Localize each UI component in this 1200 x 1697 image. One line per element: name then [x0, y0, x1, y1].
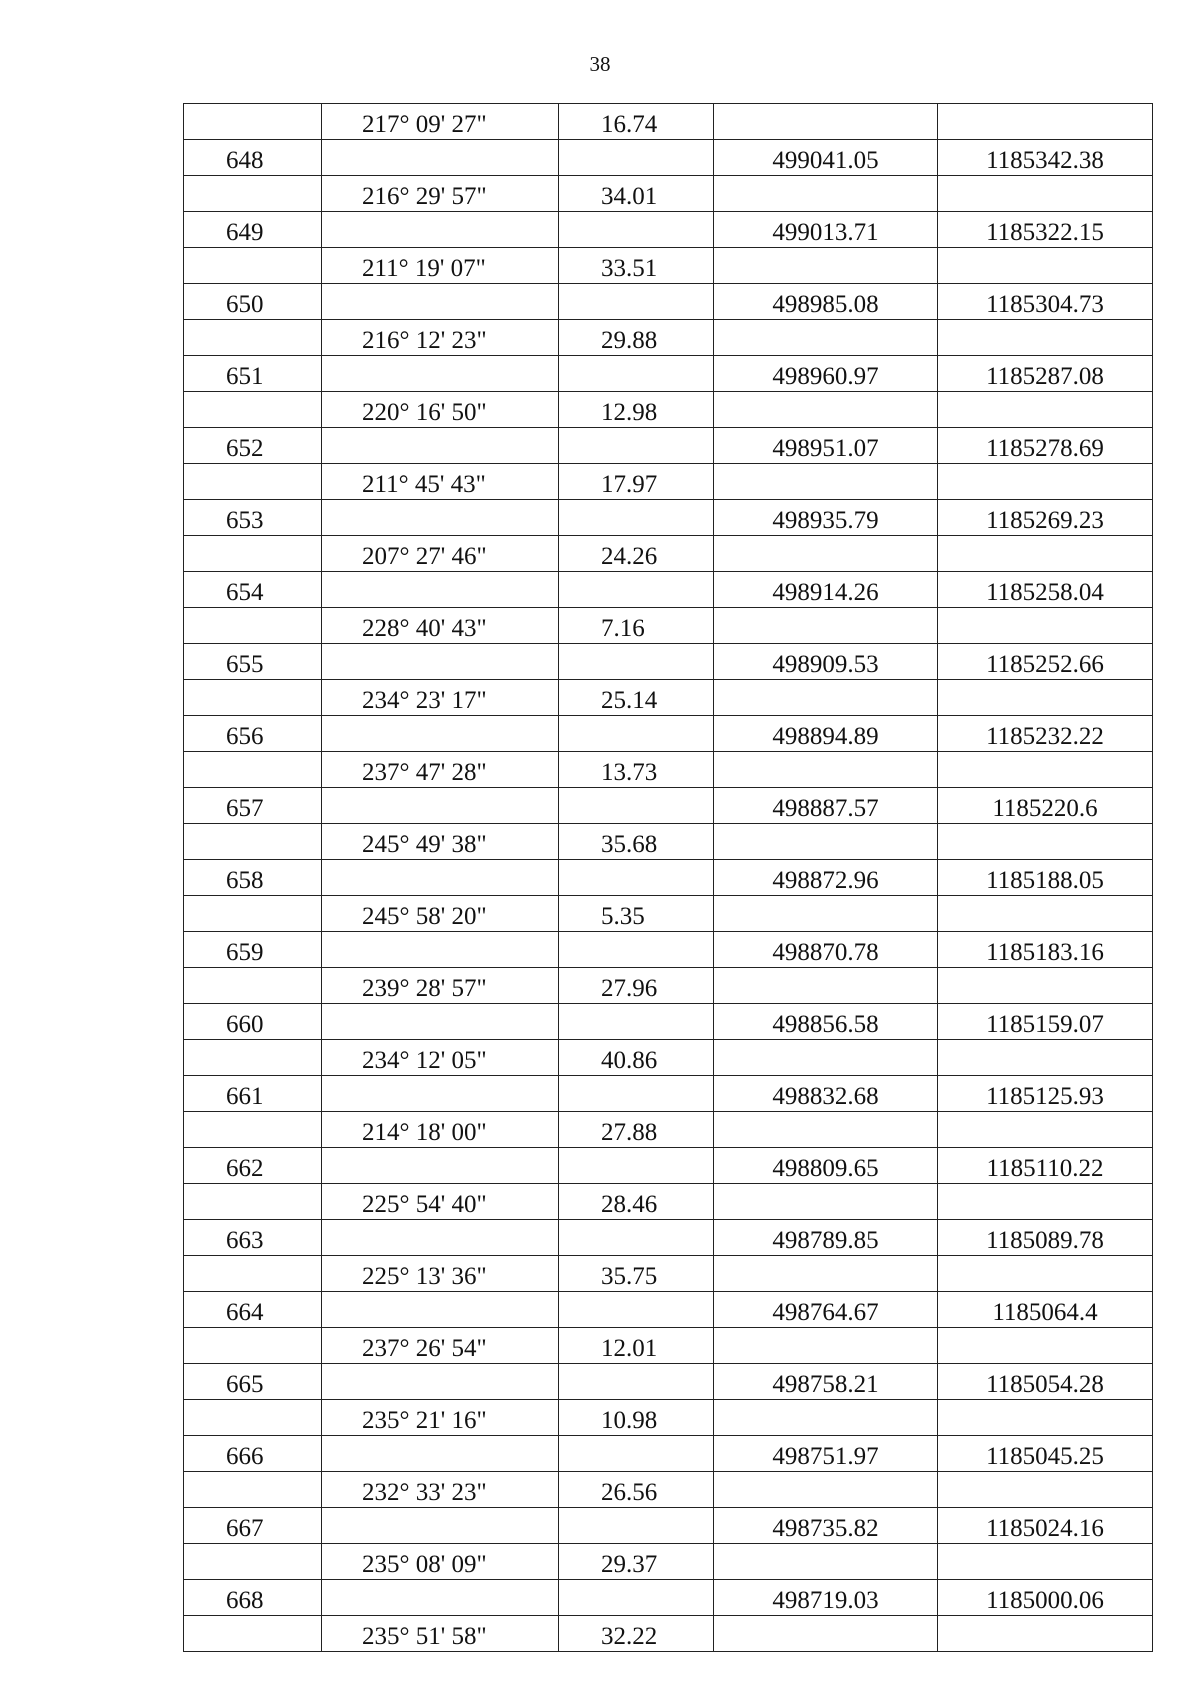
station-cell: 661	[184, 1076, 322, 1112]
table-row-leg	[184, 608, 1153, 644]
station-cell	[184, 680, 322, 716]
table-row-station	[184, 1148, 1153, 1184]
easting-cell: 1185125.93	[938, 1076, 1153, 1112]
northing-cell: 498887.57	[714, 788, 938, 824]
easting-cell	[938, 968, 1153, 1004]
station-cell	[184, 1184, 322, 1220]
distance-cell: 7.16	[559, 608, 714, 644]
easting-cell	[938, 392, 1153, 428]
distance-cell: 34.01	[559, 176, 714, 212]
easting-cell	[938, 536, 1153, 572]
station-cell	[184, 1472, 322, 1508]
northing-cell	[714, 464, 938, 500]
bearing-cell: 211° 45' 43"	[322, 464, 559, 500]
distance-cell: 29.88	[559, 320, 714, 356]
station-cell	[184, 824, 322, 860]
distance-cell: 10.98	[559, 1400, 714, 1436]
table-row-leg	[184, 1040, 1153, 1076]
page-number: 38	[589, 52, 611, 76]
table-row-station	[184, 356, 1153, 392]
station-cell	[184, 248, 322, 284]
station-cell	[184, 176, 322, 212]
easting-cell: 1185054.28	[938, 1364, 1153, 1400]
easting-cell	[938, 896, 1153, 932]
station-cell: 655	[184, 644, 322, 680]
northing-cell: 498719.03	[714, 1580, 938, 1616]
northing-cell	[714, 1400, 938, 1436]
bearing-cell: 225° 13' 36"	[322, 1256, 559, 1292]
bearing-cell: 239° 28' 57"	[322, 968, 559, 1004]
table-row-station	[184, 1220, 1153, 1256]
easting-cell	[938, 1184, 1153, 1220]
distance-cell	[559, 356, 714, 392]
bearing-cell: 214° 18' 00"	[322, 1112, 559, 1148]
northing-cell	[714, 536, 938, 572]
easting-cell	[938, 1472, 1153, 1508]
distance-cell: 12.98	[559, 392, 714, 428]
station-cell: 654	[184, 572, 322, 608]
distance-cell	[559, 1508, 714, 1544]
table-row-leg	[184, 1184, 1153, 1220]
easting-cell: 1185342.38	[938, 140, 1153, 176]
distance-cell	[559, 572, 714, 608]
distance-cell: 24.26	[559, 536, 714, 572]
distance-cell: 35.68	[559, 824, 714, 860]
northing-cell: 498832.68	[714, 1076, 938, 1112]
bearing-cell: 237° 47' 28"	[322, 752, 559, 788]
easting-cell	[938, 248, 1153, 284]
easting-cell	[938, 680, 1153, 716]
distance-cell: 16.74	[559, 104, 714, 140]
easting-cell	[938, 1544, 1153, 1580]
northing-cell	[714, 1328, 938, 1364]
northing-cell	[714, 1544, 938, 1580]
bearing-cell	[322, 1148, 559, 1184]
station-cell: 656	[184, 716, 322, 752]
distance-cell	[559, 140, 714, 176]
distance-cell	[559, 1148, 714, 1184]
easting-cell: 1185269.23	[938, 500, 1153, 536]
bearing-cell: 217° 09' 27"	[322, 104, 559, 140]
bearing-cell: 211° 19' 07"	[322, 248, 559, 284]
distance-cell	[559, 284, 714, 320]
table-row-leg	[184, 1328, 1153, 1364]
bearing-cell	[322, 716, 559, 752]
northing-cell: 498909.53	[714, 644, 938, 680]
easting-cell: 1185232.22	[938, 716, 1153, 752]
bearing-cell	[322, 1580, 559, 1616]
table-row-leg	[184, 968, 1153, 1004]
distance-cell: 35.75	[559, 1256, 714, 1292]
easting-cell: 1185252.66	[938, 644, 1153, 680]
station-cell: 668	[184, 1580, 322, 1616]
bearing-cell	[322, 1436, 559, 1472]
station-cell	[184, 1256, 322, 1292]
station-cell: 666	[184, 1436, 322, 1472]
table-row-station	[184, 1292, 1153, 1328]
station-cell: 648	[184, 140, 322, 176]
bearing-cell	[322, 500, 559, 536]
easting-cell	[938, 464, 1153, 500]
station-cell: 662	[184, 1148, 322, 1184]
northing-cell: 498751.97	[714, 1436, 938, 1472]
distance-cell: 25.14	[559, 680, 714, 716]
bearing-cell: 220° 16' 50"	[322, 392, 559, 428]
northing-cell	[714, 680, 938, 716]
table-row-station	[184, 212, 1153, 248]
northing-cell	[714, 176, 938, 212]
table-row-station	[184, 1580, 1153, 1616]
easting-cell	[938, 1256, 1153, 1292]
distance-cell	[559, 1220, 714, 1256]
northing-cell	[714, 1616, 938, 1652]
easting-cell: 1185188.05	[938, 860, 1153, 896]
survey-coordinates-table	[183, 103, 1153, 1652]
distance-cell	[559, 1004, 714, 1040]
distance-cell: 40.86	[559, 1040, 714, 1076]
distance-cell: 28.46	[559, 1184, 714, 1220]
table-row-station	[184, 428, 1153, 464]
northing-cell: 498951.07	[714, 428, 938, 464]
table-row-leg	[184, 464, 1153, 500]
northing-cell	[714, 392, 938, 428]
northing-cell	[714, 1256, 938, 1292]
station-cell: 653	[184, 500, 322, 536]
bearing-cell: 234° 23' 17"	[322, 680, 559, 716]
station-cell	[184, 1616, 322, 1652]
easting-cell	[938, 176, 1153, 212]
distance-cell: 32.22	[559, 1616, 714, 1652]
station-cell	[184, 608, 322, 644]
bearing-cell: 216° 29' 57"	[322, 176, 559, 212]
station-cell	[184, 320, 322, 356]
distance-cell	[559, 1292, 714, 1328]
station-cell	[184, 1328, 322, 1364]
easting-cell	[938, 1400, 1153, 1436]
bearing-cell: 228° 40' 43"	[322, 608, 559, 644]
easting-cell: 1185110.22	[938, 1148, 1153, 1184]
northing-cell	[714, 1472, 938, 1508]
bearing-cell: 216° 12' 23"	[322, 320, 559, 356]
northing-cell: 498872.96	[714, 860, 938, 896]
table-row-leg	[184, 1544, 1153, 1580]
distance-cell	[559, 1580, 714, 1616]
station-cell: 659	[184, 932, 322, 968]
table-row-leg	[184, 248, 1153, 284]
table-row-station	[184, 644, 1153, 680]
easting-cell	[938, 1040, 1153, 1076]
bearing-cell	[322, 356, 559, 392]
distance-cell: 13.73	[559, 752, 714, 788]
northing-cell	[714, 1184, 938, 1220]
table-row-station	[184, 1004, 1153, 1040]
table-row-leg	[184, 1400, 1153, 1436]
station-cell: 664	[184, 1292, 322, 1328]
northing-cell	[714, 248, 938, 284]
distance-cell	[559, 716, 714, 752]
easting-cell: 1185159.07	[938, 1004, 1153, 1040]
station-cell: 663	[184, 1220, 322, 1256]
northing-cell: 498789.85	[714, 1220, 938, 1256]
bearing-cell	[322, 788, 559, 824]
station-cell: 651	[184, 356, 322, 392]
distance-cell	[559, 1364, 714, 1400]
station-cell: 665	[184, 1364, 322, 1400]
easting-cell	[938, 824, 1153, 860]
distance-cell	[559, 644, 714, 680]
bearing-cell: 237° 26' 54"	[322, 1328, 559, 1364]
bearing-cell: 235° 08' 09"	[322, 1544, 559, 1580]
table-row-leg	[184, 824, 1153, 860]
table-row-station	[184, 1436, 1153, 1472]
easting-cell: 1185322.15	[938, 212, 1153, 248]
station-cell	[184, 1400, 322, 1436]
easting-cell: 1185220.6	[938, 788, 1153, 824]
table-row-station	[184, 860, 1153, 896]
table-row-leg	[184, 104, 1153, 140]
distance-cell: 27.88	[559, 1112, 714, 1148]
table-row-leg	[184, 680, 1153, 716]
northing-cell: 498914.26	[714, 572, 938, 608]
station-cell	[184, 752, 322, 788]
table-row-station	[184, 716, 1153, 752]
table-row-leg	[184, 320, 1153, 356]
station-cell: 649	[184, 212, 322, 248]
station-cell	[184, 1040, 322, 1076]
northing-cell: 498764.67	[714, 1292, 938, 1328]
station-cell: 652	[184, 428, 322, 464]
station-cell	[184, 896, 322, 932]
northing-cell	[714, 968, 938, 1004]
easting-cell	[938, 1616, 1153, 1652]
bearing-cell: 235° 51' 58"	[322, 1616, 559, 1652]
easting-cell: 1185258.04	[938, 572, 1153, 608]
table-row-station	[184, 500, 1153, 536]
table-body	[184, 104, 1153, 1652]
bearing-cell: 245° 58' 20"	[322, 896, 559, 932]
northing-cell: 498735.82	[714, 1508, 938, 1544]
bearing-cell: 245° 49' 38"	[322, 824, 559, 860]
easting-cell	[938, 320, 1153, 356]
bearing-cell	[322, 140, 559, 176]
table-row-station	[184, 1076, 1153, 1112]
distance-cell: 33.51	[559, 248, 714, 284]
distance-cell	[559, 212, 714, 248]
northing-cell	[714, 896, 938, 932]
easting-cell: 1185304.73	[938, 284, 1153, 320]
bearing-cell	[322, 1364, 559, 1400]
bearing-cell	[322, 860, 559, 896]
table-row-leg	[184, 1112, 1153, 1148]
station-cell	[184, 392, 322, 428]
distance-cell: 5.35	[559, 896, 714, 932]
northing-cell	[714, 824, 938, 860]
northing-cell: 498935.79	[714, 500, 938, 536]
station-cell	[184, 1544, 322, 1580]
distance-cell: 26.56	[559, 1472, 714, 1508]
northing-cell	[714, 320, 938, 356]
station-cell	[184, 464, 322, 500]
bearing-cell: 235° 21' 16"	[322, 1400, 559, 1436]
table-row-leg	[184, 536, 1153, 572]
table-row-leg	[184, 896, 1153, 932]
bearing-cell: 234° 12' 05"	[322, 1040, 559, 1076]
distance-cell: 17.97	[559, 464, 714, 500]
table-row-station	[184, 284, 1153, 320]
table-row-station	[184, 788, 1153, 824]
station-cell	[184, 968, 322, 1004]
table-row-leg	[184, 392, 1153, 428]
bearing-cell	[322, 1220, 559, 1256]
bearing-cell: 207° 27' 46"	[322, 536, 559, 572]
northing-cell	[714, 608, 938, 644]
easting-cell: 1185287.08	[938, 356, 1153, 392]
distance-cell: 29.37	[559, 1544, 714, 1580]
easting-cell: 1185089.78	[938, 1220, 1153, 1256]
easting-cell: 1185000.06	[938, 1580, 1153, 1616]
northing-cell: 498856.58	[714, 1004, 938, 1040]
bearing-cell	[322, 428, 559, 464]
easting-cell: 1185045.25	[938, 1436, 1153, 1472]
easting-cell: 1185064.4	[938, 1292, 1153, 1328]
table-row-leg	[184, 1472, 1153, 1508]
northing-cell	[714, 752, 938, 788]
easting-cell	[938, 1328, 1153, 1364]
bearing-cell	[322, 1004, 559, 1040]
bearing-cell	[322, 1292, 559, 1328]
table-row-station	[184, 140, 1153, 176]
station-cell: 657	[184, 788, 322, 824]
distance-cell: 12.01	[559, 1328, 714, 1364]
northing-cell: 498870.78	[714, 932, 938, 968]
northing-cell: 499041.05	[714, 140, 938, 176]
easting-cell	[938, 104, 1153, 140]
table-row-station	[184, 1364, 1153, 1400]
northing-cell	[714, 1040, 938, 1076]
distance-cell	[559, 500, 714, 536]
northing-cell: 499013.71	[714, 212, 938, 248]
table-row-station	[184, 1508, 1153, 1544]
bearing-cell	[322, 212, 559, 248]
station-cell	[184, 104, 322, 140]
easting-cell: 1185278.69	[938, 428, 1153, 464]
distance-cell	[559, 1436, 714, 1472]
distance-cell	[559, 860, 714, 896]
bearing-cell	[322, 644, 559, 680]
station-cell: 650	[184, 284, 322, 320]
northing-cell: 498809.65	[714, 1148, 938, 1184]
station-cell	[184, 536, 322, 572]
distance-cell	[559, 932, 714, 968]
easting-cell: 1185183.16	[938, 932, 1153, 968]
distance-cell	[559, 788, 714, 824]
table-row-station	[184, 572, 1153, 608]
northing-cell	[714, 1112, 938, 1148]
easting-cell	[938, 1112, 1153, 1148]
table-row-leg	[184, 1256, 1153, 1292]
northing-cell	[714, 104, 938, 140]
bearing-cell: 232° 33' 23"	[322, 1472, 559, 1508]
distance-cell	[559, 1076, 714, 1112]
station-cell	[184, 1112, 322, 1148]
table-row-station	[184, 932, 1153, 968]
easting-cell	[938, 608, 1153, 644]
distance-cell	[559, 428, 714, 464]
bearing-cell	[322, 1508, 559, 1544]
station-cell: 658	[184, 860, 322, 896]
table-row-leg	[184, 752, 1153, 788]
northing-cell: 498758.21	[714, 1364, 938, 1400]
bearing-cell: 225° 54' 40"	[322, 1184, 559, 1220]
easting-cell	[938, 752, 1153, 788]
bearing-cell	[322, 572, 559, 608]
station-cell: 660	[184, 1004, 322, 1040]
distance-cell: 27.96	[559, 968, 714, 1004]
bearing-cell	[322, 932, 559, 968]
northing-cell: 498985.08	[714, 284, 938, 320]
bearing-cell	[322, 1076, 559, 1112]
easting-cell: 1185024.16	[938, 1508, 1153, 1544]
table-row-leg	[184, 176, 1153, 212]
northing-cell: 498960.97	[714, 356, 938, 392]
station-cell: 667	[184, 1508, 322, 1544]
bearing-cell	[322, 284, 559, 320]
northing-cell: 498894.89	[714, 716, 938, 752]
table-row-leg	[184, 1616, 1153, 1652]
